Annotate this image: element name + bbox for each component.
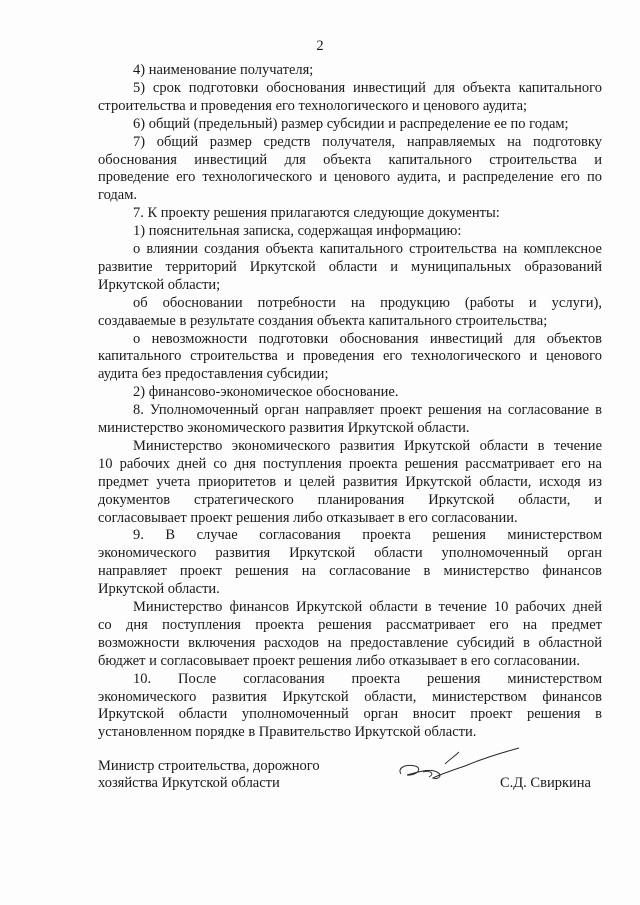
text-line: капитального строительства и проведения его технологического и ценового [98,348,602,365]
text-line: о влиянии создания объекта капитального строительства на комплексное [133,241,602,257]
text-line: 8. Уполномоченный орган направляет проект решения на согласование в [133,402,602,419]
text-line: 5) срок подготовки обоснования инвестиций для объекта капитального [133,79,602,96]
text-line: 10 рабочих дней со дня поступления проекта решения рассматривает его на [98,455,602,472]
text-line: со дня поступления проекта решения рассматривает его на предмет [98,616,602,633]
text-line: создаваемые в результате создания объекта капитального строительства; [98,312,548,329]
text-line: предмет учета приоритетов и целей развития Иркутской области, исходя из [98,473,602,490]
text-line: 2) финансово-экономическое обоснование. [133,384,399,401]
text-line: 1) пояснительная записка, содержащая информацию: [133,223,462,240]
text-line: 6) общий (предельный) размер субсидии и распределение ее по годам; [133,115,569,132]
text-line: развитие территорий Иркутской области и муниципальных образований [98,258,602,275]
text-line: экономического развития Иркутской области, министерством финансов [98,688,602,705]
text-line: Иркутской области; [98,276,221,293]
page-number: 2 [316,38,324,54]
text-line: об обосновании потребности на продукцию (работы и услуги), [133,294,602,311]
signatory-position-line1: Министр строительства, дорожного [98,758,320,774]
text-line: о невозможности подготовки обоснования инвестиций для объектов [133,330,602,347]
text-line: Министерство экономического развития Иркутской области в течение [133,437,602,454]
text-line: возможности включения расходов на предоставление субсидий в областной [98,634,602,651]
text-line: 7) общий размер средств получателя, направляемых на подготовку [133,133,602,150]
text-line: направляет проект решения на согласование в министерство финансов [98,563,602,580]
signatory-name: С.Д. Свиркина [500,775,591,791]
text-line: Министерство финансов Иркутской области в течение 10 рабочих дней [133,599,602,615]
text-line: министерство экономического развития Иркутской области. [98,420,470,436]
text-line: бюджет и согласовывает проект решения либо отказывает в его согласовании. [98,652,581,669]
text-line: годам. [98,187,138,204]
text-line: 4) наименование получателя; [133,62,314,78]
text-line: экономического развития Иркутской области уполномоченный орган [98,545,602,562]
text-line: аудита без предоставления субсидии; [98,366,329,383]
text-line: строительства и проведения его технологического и ценового аудита; [98,97,528,114]
text-line: 10. После согласования проекта решения министерством [133,670,602,687]
text-line: согласовывает проект решения либо отказывает в его согласовании. [98,509,518,526]
text-line: проведение его технологического и ценового аудита, и распределение его по [98,169,602,186]
text-line: установленном порядке в Правительство Иркутской области. [98,724,477,741]
text-line: Иркутской области уполномоченный орган вносит проект решения в [98,706,602,723]
text-line: Иркутской области. [98,581,220,598]
signatory-position-line2: хозяйства Иркутской области [98,775,280,791]
text-line: 9. В случае согласования проекта решения министерством [133,527,602,544]
text-line: 7. К проекту решения прилагаются следующие документы: [133,205,500,222]
text-line: документов стратегического планирования Иркутской области, и [98,491,602,508]
text-line: обоснования инвестиций для объекта капитального строительства и [98,151,602,168]
